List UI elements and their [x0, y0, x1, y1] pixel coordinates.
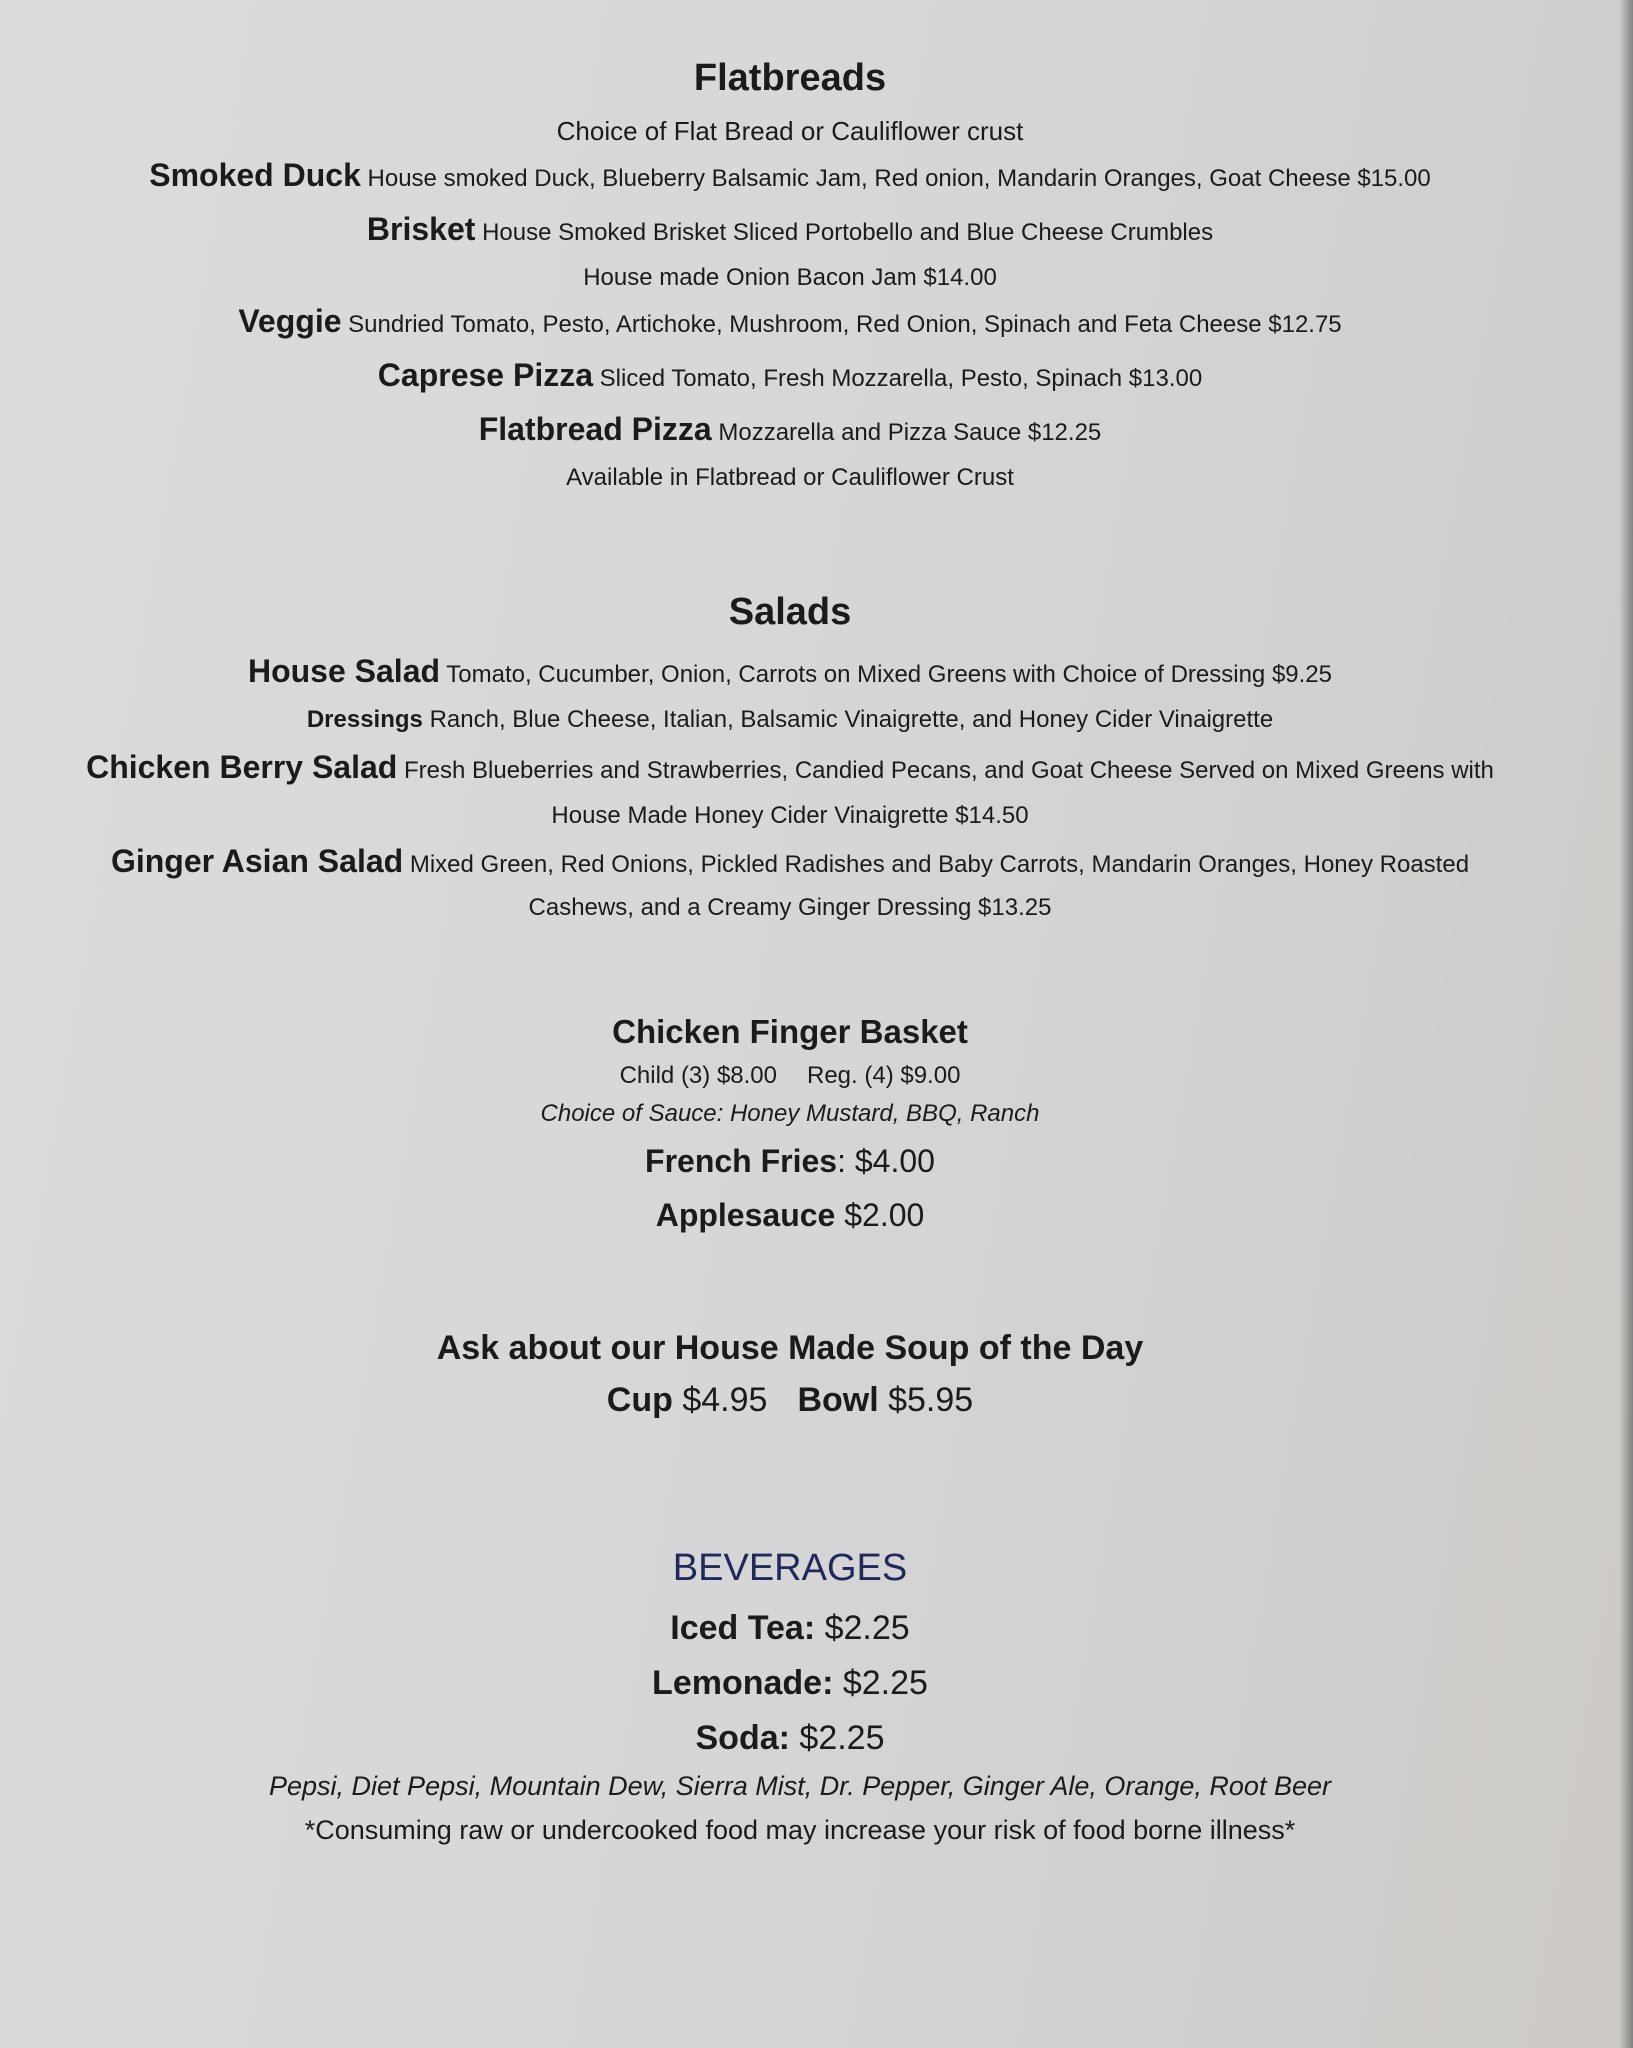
food-safety-disclaimer: *Consuming raw or undercooked food may increase your risk of food borne illness*: [304, 1815, 1296, 1845]
item-description: House Smoked Brisket Sliced Portobello and Blue Cheese Crumbles: [482, 219, 1214, 246]
item-name: Iced Tea:: [670, 1609, 816, 1647]
item-name: Caprese Pizza: [377, 357, 593, 393]
menu-item-smoked-duck: [0, 156, 1580, 194]
item-price: $2.00: [844, 1197, 925, 1233]
flatbreads-subtitle: Choice of Flat Bread or Cauliflower crust: [556, 116, 1024, 146]
beverage-soda: [0, 1718, 1580, 1759]
menu-item-caprese-pizza: [0, 356, 1580, 394]
salads-heading: Salads: [728, 591, 852, 633]
menu-item-brisket: [0, 210, 1580, 248]
menu-item-veggie: [0, 302, 1580, 340]
flatbreads-crust-note: Available in Flatbread or Cauliflower Crust: [566, 464, 1014, 491]
item-name: Applesauce: [655, 1197, 836, 1233]
item-description: Fresh Blueberries and Strawberries, Candied Pecans, and Goat Cheese Served on Mixed Greens with: [404, 757, 1494, 784]
bowl-price: $5.95: [888, 1381, 974, 1419]
item-name: Smoked Duck: [149, 157, 361, 193]
item-description: Ranch, Blue Cheese, Italian, Balsamic Vinaigrette, and Honey Cider Vinaigrette: [429, 706, 1274, 733]
item-description: Mixed Green, Red Onions, Pickled Radishes and Baby Carrots, Mandarin Oranges, Honey Roasted: [409, 851, 1470, 878]
menu-item-french-fries: [0, 1142, 1580, 1180]
chicken-finger-basket-sizes: [0, 1062, 1580, 1091]
item-price: : $4.00: [837, 1143, 935, 1179]
soup-of-the-day-heading: Ask about our House Made Soup of the Day: [436, 1329, 1144, 1367]
sauce-choice: Choice of Sauce: Honey Mustard, BBQ, Ranch: [540, 1100, 1040, 1127]
item-name: French Fries: [645, 1143, 838, 1179]
bowl-label: Bowl: [797, 1381, 879, 1419]
flatbreads-heading: Flatbreads: [693, 57, 887, 99]
beverages-heading: BEVERAGES: [672, 1547, 908, 1589]
child-portion: Child (3) $8.00: [619, 1062, 777, 1089]
item-description: House smoked Duck, Blueberry Balsamic Jam, Red onion, Mandarin Oranges, Goat Cheese $15.00: [367, 165, 1431, 192]
beverage-lemonade: [0, 1663, 1580, 1704]
item-name: Soda:: [695, 1719, 790, 1757]
item-name: House Salad: [247, 653, 441, 689]
chicken-finger-basket-heading: Chicken Finger Basket: [612, 1013, 968, 1050]
menu-item-ginger-asian-salad: [0, 842, 1580, 880]
item-price: $2.25: [799, 1719, 885, 1757]
item-name: Veggie: [238, 303, 342, 339]
item-name: Flatbread Pizza: [478, 411, 712, 447]
item-description: Sliced Tomato, Fresh Mozzarella, Pesto, Spinach $13.00: [599, 365, 1203, 392]
menu-item-chicken-berry-salad: [0, 748, 1580, 786]
soup-prices: [0, 1380, 1580, 1421]
menu-item-house-salad: [0, 652, 1580, 690]
item-description: Tomato, Cucumber, Onion, Carrots on Mixed Greens with Choice of Dressing $9.25: [446, 661, 1333, 688]
item-description: Mozzarella and Pizza Sauce $12.25: [718, 419, 1102, 446]
regular-portion: Reg. (4) $9.00: [807, 1062, 961, 1089]
menu-item-dressings: [0, 706, 1580, 735]
cup-price: $4.95: [682, 1381, 768, 1419]
item-description: Sundried Tomato, Pesto, Artichoke, Mushroom, Red Onion, Spinach and Feta Cheese $12.75: [348, 311, 1342, 338]
menu-item-chicken-berry-continued: House Made Honey Cider Vinaigrette $14.50: [551, 802, 1029, 829]
item-name: Dressings: [306, 706, 423, 733]
soda-list: Pepsi, Diet Pepsi, Mountain Dew, Sierra Mist, Dr. Pepper, Ginger Ale, Orange, Root Beer: [269, 1771, 1331, 1801]
menu-item-applesauce: [0, 1196, 1580, 1234]
menu-item-ginger-asian-continued: Cashews, and a Creamy Ginger Dressing $13.25: [528, 894, 1052, 921]
menu-item-flatbread-pizza: [0, 410, 1580, 448]
item-name: Brisket: [366, 211, 476, 247]
item-name: Chicken Berry Salad: [86, 749, 398, 785]
beverage-iced-tea: [0, 1608, 1580, 1649]
item-name: Lemonade:: [652, 1664, 834, 1702]
item-price: $2.25: [824, 1609, 910, 1647]
cup-label: Cup: [606, 1381, 673, 1419]
menu-item-brisket-continued: House made Onion Bacon Jam $14.00: [583, 264, 997, 291]
item-name: Ginger Asian Salad: [110, 843, 404, 879]
item-price: $2.25: [842, 1664, 928, 1702]
